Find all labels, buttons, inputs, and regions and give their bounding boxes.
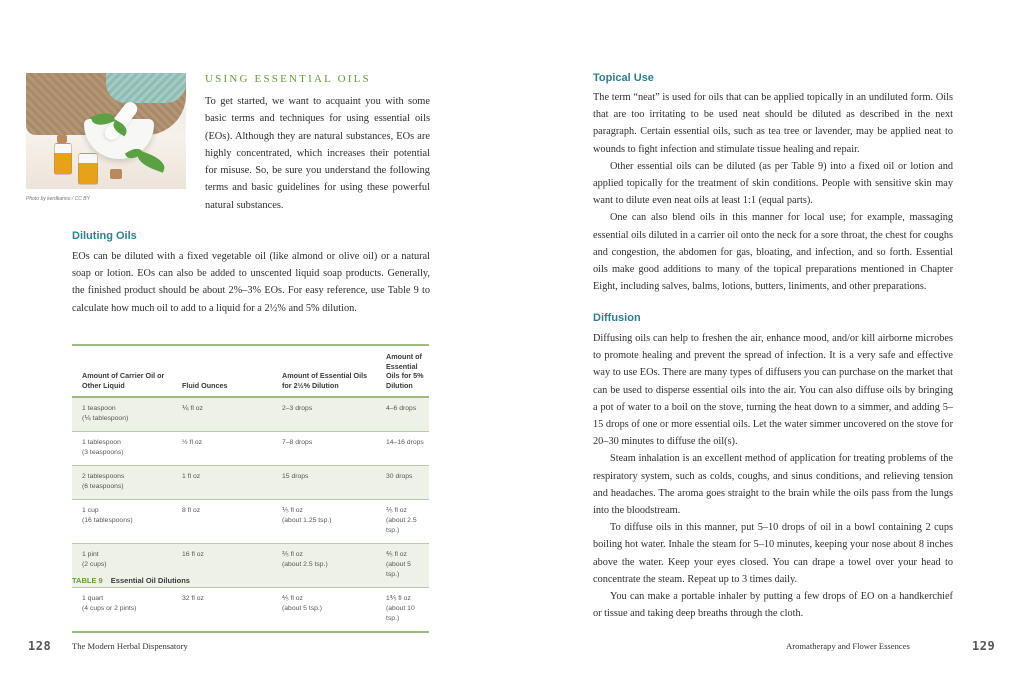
d5: 14–16 drops (386, 439, 424, 446)
cell-fl-oz (172, 432, 272, 466)
table-caption (72, 576, 190, 585)
dilution-table (72, 344, 429, 633)
table-caption-label: TABLE 9 (72, 576, 103, 585)
cell-d5 (376, 544, 429, 588)
cell-d25 (272, 432, 376, 466)
d5: ⅖ fl oz (386, 507, 407, 514)
section-title: USING ESSENTIAL OILS (205, 73, 371, 85)
cell-amount (72, 397, 172, 432)
fl-oz: ½ fl oz (182, 439, 203, 446)
cell-d5 (376, 432, 429, 466)
right-page (512, 0, 1024, 677)
diluting-oils-text (72, 248, 430, 317)
diffusion-paragraph: Diffusing oils can help to freshen the air, enhance mood, and/or kill airborne microbes to promote healing and prevent the spread of infection. It is a very safe and effective way to use EOs. There are many types of diffusers you can purchase on the market that can be used to disperse essential oils into the air. You can also diffuse oils by bringing a pot of water to a boil on the stove, turning the heat down to a simmer, and adding 5–15 drops of one or more essential oils. Let the water simmer uncovered on the stove for 20–30 minutes to diffuse the oil(s). (593, 333, 954, 448)
header-dilution-2-5: Amount of Essential Oils for 2½% Dilution (282, 371, 368, 390)
table-row (72, 466, 429, 500)
cell-d25 (272, 588, 376, 633)
diluting-paragraph: EOs can be diluted with a fixed vegetable oil (like almond or olive oil) or a natural soap or lotion. EOs can also be added to unscented liquid soap products. Generally, the finished product should be about 2%–3% EOs. For easy reference, use Table 9 to calculate how much oil to add to a liquid for a 2½% and 5% dilution. (72, 251, 430, 314)
fl-oz: 8 fl oz (182, 507, 201, 514)
header-carrier-amount: Amount of Carrier Oil or Other Liquid (82, 371, 165, 390)
amount: 2 tablespoons (82, 473, 125, 480)
photo-credit: Photo by kerdkanno / CC BY (26, 196, 90, 202)
cell-fl-oz (172, 588, 272, 633)
cell-amount (72, 588, 172, 633)
diffusion-paragraph: You can make a portable inhaler by putting a few drops of EO on a handkerchief or tissue and taking deep breaths through the cloth. (593, 591, 953, 620)
page-number-right: 129 (972, 639, 996, 653)
amount-sub: (2 cups) (82, 561, 107, 568)
diffusion-text (593, 330, 953, 622)
cell-d5 (376, 500, 429, 544)
d5: 30 drops (386, 473, 413, 480)
amount-sub: (16 tablespoons) (82, 517, 133, 524)
amount-sub: (6 teaspoons) (82, 483, 124, 490)
cell-d5 (376, 466, 429, 500)
d25: 15 drops (282, 473, 309, 480)
cell-d5 (376, 588, 429, 633)
d25: 2–3 drops (282, 405, 313, 412)
essential-oils-photo (26, 73, 186, 189)
oil-bottle (78, 153, 98, 185)
d5: ⅘ fl oz (386, 551, 407, 558)
fl-oz: 32 fl oz (182, 595, 204, 602)
cell-fl-oz (172, 500, 272, 544)
amount-sub: (3 teaspoons) (82, 449, 124, 456)
amount: 1 tablespoon (82, 439, 121, 446)
topical-use-heading: Topical Use (593, 72, 654, 84)
cell-d25 (272, 466, 376, 500)
d25: ⅖ fl oz (282, 551, 303, 558)
diffusion-paragraph: Steam inhalation is an excellent method of application for treating problems of the respiratory system, such as colds, coughs, and sinus conditions, and relieving tension and headaches. The aroma goes straight to the brain while the oils pass from the lungs into the bloodstream. (593, 453, 953, 517)
amount: 1 teaspoon (82, 405, 116, 412)
amount: 1 cup (82, 507, 99, 514)
fl-oz: 1 fl oz (182, 473, 201, 480)
page-number-left: 128 (28, 639, 52, 653)
teal-cloth (106, 73, 186, 103)
cell-fl-oz (172, 397, 272, 432)
amount: 1 quart (82, 595, 104, 602)
table-row (72, 432, 429, 466)
topical-use-text (593, 89, 953, 295)
loose-cork (110, 169, 122, 179)
cell-amount (72, 432, 172, 466)
oil-bottle (54, 143, 72, 175)
topical-paragraph: Other essential oils can be diluted (as per Table 9) into a fixed oil or lotion and applied topically for the treatment of skin conditions. People with sensitive skin may want to dilute even neat oils at least 1:1 (equal parts). (593, 160, 953, 207)
cell-amount (72, 466, 172, 500)
header-dilution-5: Amount of Essential Oils for 5% Dilution (386, 352, 424, 390)
table-row (72, 500, 429, 544)
cell-amount (72, 500, 172, 544)
cell-d5 (376, 397, 429, 432)
diluting-oils-heading: Diluting Oils (72, 230, 137, 242)
d25: 7–8 drops (282, 439, 313, 446)
d25-sub: (about 1.25 tsp.) (282, 517, 332, 524)
d5-sub: (about 10 tsp.) (386, 605, 415, 622)
fl-oz: ⅙ fl oz (182, 405, 203, 412)
bottle-cork (57, 135, 67, 143)
diffusion-heading: Diffusion (593, 312, 641, 324)
diffusion-paragraph: To diffuse oils in this manner, put 5–10 drops of oil in a bowl containing 2 cups boiling hot water. Inhale the steam for 5–10 minutes, keeping your nose about 8 inches above the water. Keep your eyes closed. You can drape a towel over your head to concentrate the steam. Repeat up to 3 times daily. (593, 522, 953, 585)
amount-sub: (⅙ tablespoon) (82, 415, 129, 422)
d5-sub: (about 5 tsp.) (386, 561, 411, 578)
d5: 1⅗ fl oz (386, 595, 411, 602)
d25: ⅘ fl oz (282, 595, 303, 602)
d5-sub: (about 2.5 tsp.) (386, 517, 417, 534)
amount-sub: (4 cups or 2 pints) (82, 605, 137, 612)
running-head-left: The Modern Herbal Dispensatory (72, 641, 188, 651)
header-fluid-ounces: Fluid Ounces (182, 380, 228, 390)
cell-d25 (272, 500, 376, 544)
d25-sub: (about 2.5 tsp.) (282, 561, 328, 568)
d5: 4–6 drops (386, 405, 417, 412)
topical-paragraph: One can also blend oils in this manner for local use; for example, massaging essential oils diluted in a carrier oil onto the neck for a sore throat, the chest for coughs and congestion, the abdomen for gas, bloating, and infection, and so forth. Essential oils make good additions to many of the topical preparations mentioned in Chapter Eight, including salves, balms, lotions, butters, liniments, and other preparations. (593, 212, 953, 293)
table-row (72, 588, 429, 633)
table-caption-text: Essential Oil Dilutions (110, 576, 190, 585)
cell-d25 (272, 544, 376, 588)
d25: ⅕ fl oz (282, 507, 303, 514)
table-header-row (72, 345, 429, 397)
cell-fl-oz (172, 466, 272, 500)
cell-d25 (272, 397, 376, 432)
fl-oz: 16 fl oz (182, 551, 204, 558)
running-head-right: Aromatherapy and Flower Essences (786, 641, 910, 651)
amount: 1 pint (82, 551, 99, 558)
table-row (72, 397, 429, 432)
intro-paragraph: To get started, we want to acquaint you with some basic terms and techniques for using essential oils (EOs). Although they are natural substances, EOs are highly concentrated, which increases their potential for misuse. So, be sure you understand the following terms and basic guidelines for using these powerful natural substances. (205, 96, 430, 211)
d25-sub: (about 5 tsp.) (282, 605, 323, 612)
topical-paragraph: The term “neat” is used for oils that can be applied topically in an undiluted form. Oils that are too irritating to be used neat should be diluted as described in the next paragraph. Certain essential oils, such as tea tree or lavender, may be applied neat to wounds to fight infection and stimulate tissue healing and repair. (593, 92, 953, 155)
